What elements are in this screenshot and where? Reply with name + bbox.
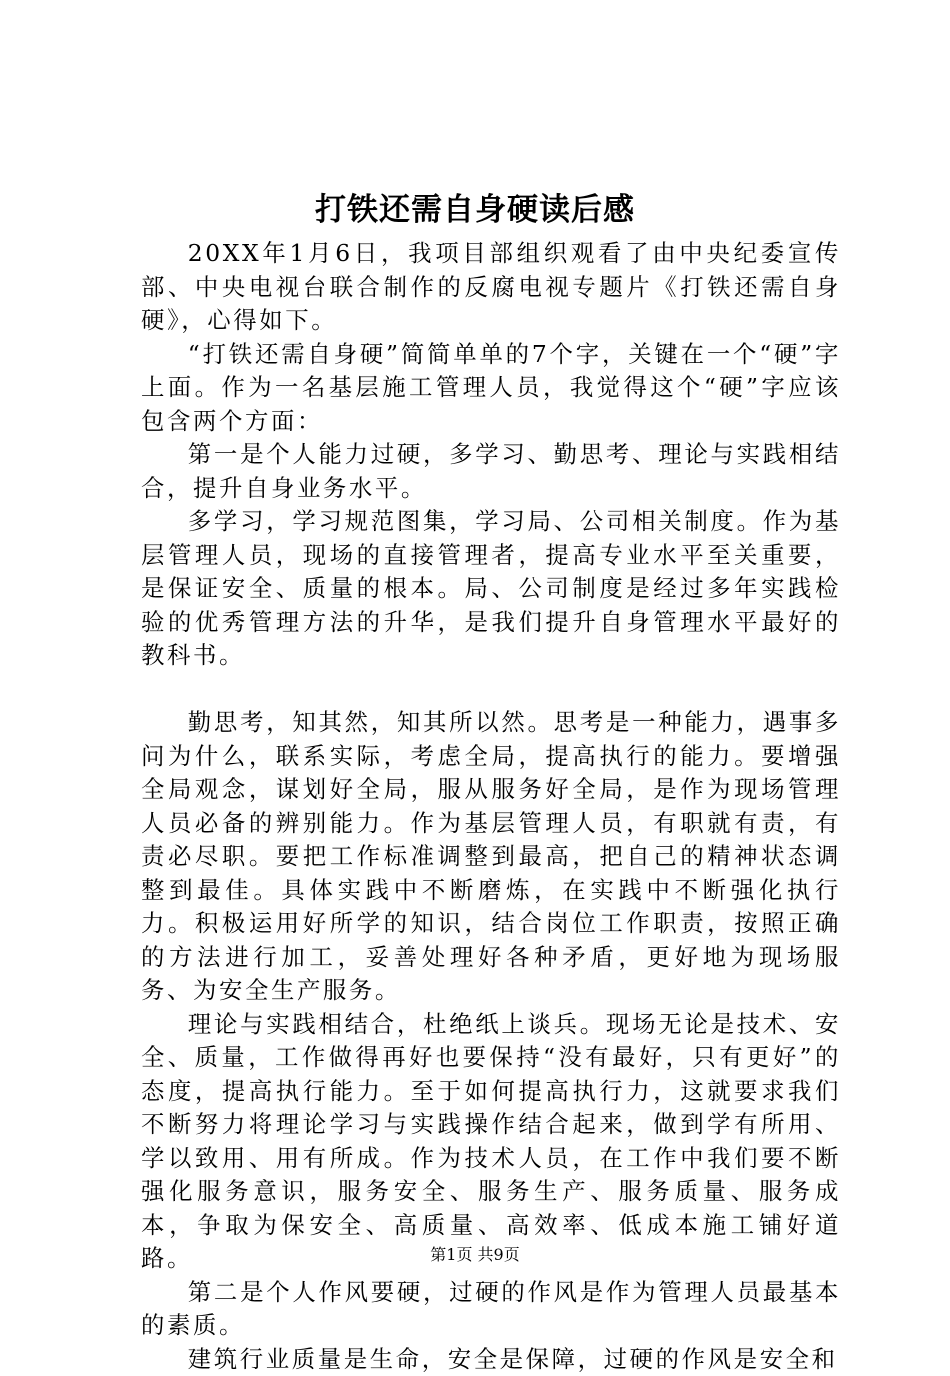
paragraph-first-point: 第一是个人能力过硬，多学习、勤思考、理论与实践相结合，提升自身业务水平。	[141, 438, 841, 505]
paragraph-intro: 20XX年1月6日，我项目部组织观看了由中央纪委宣传部、中央电视台联合制作的反腐电视专题片《打铁还需自身硬》，心得如下。	[141, 237, 841, 338]
paragraph-theory-practice: 理论与实践相结合，杜绝纸上谈兵。现场无论是技术、安全、质量，工作做得再好也要保持“没有最好，只有更好”的态度，提高执行能力。至于如何提高执行力，这就要求我们不断努力将理论学习与实践操作结合起来，做到学有所用、学以致用、用有所成。作为技术人员，在工作中我们要不断强化服务意识，服务安全、服务生产、服务质量、服务成本，争取为保安全、高质量、高效率、低成本施工铺好道路。	[141, 1008, 841, 1276]
paragraph-spacer	[141, 673, 841, 707]
paragraph-hard-word: “打铁还需自身硬”简简单单的7个字，关键在一个“硬”字上面。作为一名基层施工管理人员，我觉得这个“硬”字应该包含两个方面：	[141, 338, 841, 439]
paragraph-construction: 建筑行业质量是生命，安全是保障，过硬的作风是安全和	[141, 1343, 841, 1376]
document-body	[141, 237, 841, 1376]
page-footer: 第1页 共9页	[0, 1243, 950, 1267]
paragraph-second-point: 第二是个人作风要硬，过硬的作风是作为管理人员最基本的素质。	[141, 1276, 841, 1343]
paragraph-study: 多学习，学习规范图集，学习局、公司相关制度。作为基层管理人员，现场的直接管理者，提高专业水平至关重要，是保证安全、质量的根本。局、公司制度是经过多年实践检验的优秀管理方法的升华，是我们提升自身管理水平最好的教科书。	[141, 505, 841, 673]
paragraph-think: 勤思考，知其然，知其所以然。思考是一种能力，遇事多问为什么，联系实际，考虑全局，提高执行的能力。要增强全局观念，谋划好全局，服从服务好全局，是作为现场管理人员必备的辨别能力。作为基层管理人员，有职就有责，有责必尽职。要把工作标准调整到最高，把自己的精神状态调整到最佳。具体实践中不断磨炼，在实践中不断强化执行力。积极运用好所学的知识，结合岗位工作职责，按照正确的方法进行加工，妥善处理好各种矛盾，更好地为现场服务、为安全生产服务。	[141, 706, 841, 1008]
document-title: 打铁还需自身硬读后感	[0, 180, 950, 240]
